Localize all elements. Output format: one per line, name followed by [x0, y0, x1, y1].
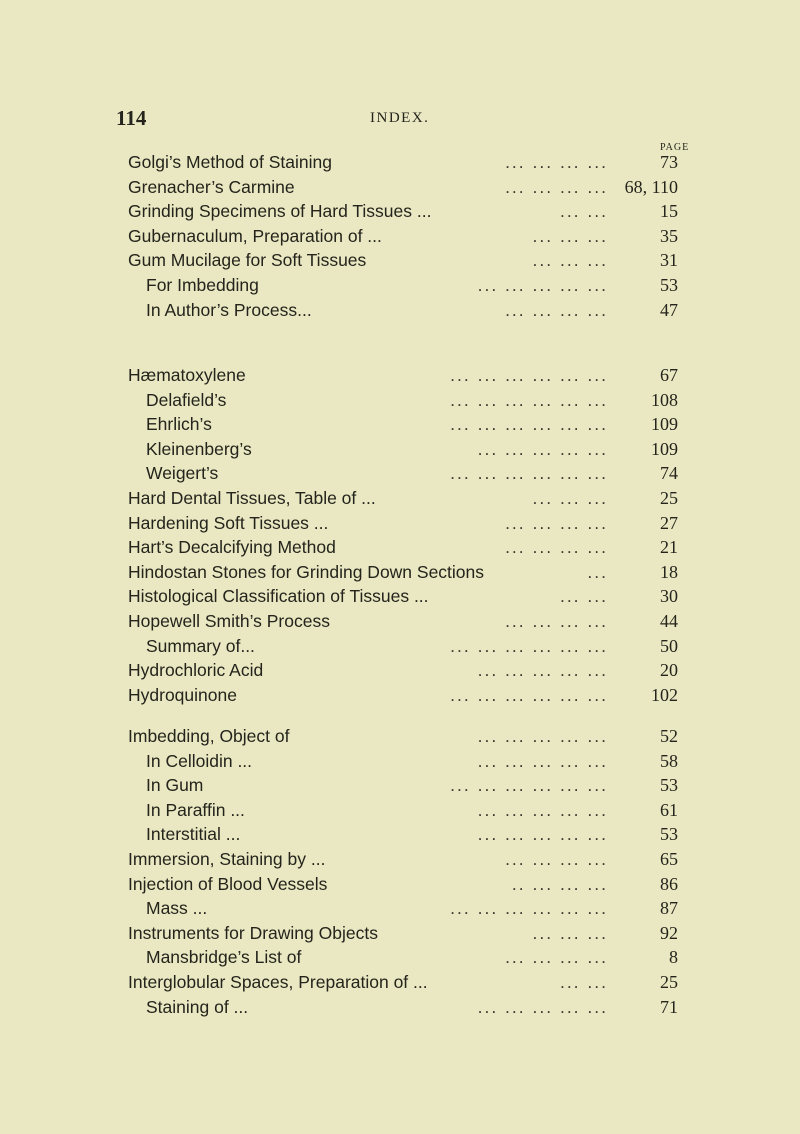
- leader-dots: ... ... ... ...: [505, 176, 608, 197]
- index-entry: [128, 437, 678, 462]
- entry-term: Immersion, Staining by ...: [128, 848, 326, 869]
- entry-page-number: 25: [660, 487, 678, 508]
- entry-page-number: 25: [660, 971, 678, 992]
- entry-term: In Author’s Process...: [146, 299, 312, 320]
- entry-term: Grinding Specimens of Hard Tissues ...: [128, 201, 432, 222]
- index-entry: [128, 486, 678, 511]
- entry-term: Hardening Soft Tissues ...: [128, 512, 329, 533]
- leader-dots: ... ... ...: [532, 487, 608, 508]
- entry-page-number: 50: [660, 635, 678, 656]
- entry-term: Interstitial ...: [146, 824, 241, 845]
- index-entry: [128, 298, 678, 323]
- entry-term: Hindostan Stones for Grinding Down Sections: [128, 561, 485, 582]
- entry-page-number: 109: [651, 414, 678, 435]
- entry-page-number: 47: [660, 299, 678, 320]
- leader-dots: ... ... ... ... ...: [477, 726, 608, 746]
- leader-dots: ... ... ... ...: [505, 848, 608, 869]
- index-entry: [128, 896, 678, 921]
- entry-term: Kleinenberg’s: [146, 438, 252, 459]
- entry-page-number: 53: [660, 274, 678, 295]
- index-entry: [128, 970, 678, 995]
- entry-term: Hart’s Decalcifying Method: [128, 537, 336, 558]
- entry-page-number: 108: [651, 389, 678, 410]
- index-section-g: [128, 150, 678, 322]
- leader-dots: ... ... ... ... ...: [477, 274, 608, 295]
- entry-page-number: 67: [660, 365, 678, 385]
- leader-dots: ... ... ... ... ... ...: [450, 414, 608, 435]
- leader-dots: ... ... ... ... ...: [477, 996, 608, 1017]
- running-title: INDEX.: [370, 110, 430, 126]
- index-entry: [128, 798, 678, 823]
- leader-dots: ... ... ...: [532, 225, 608, 246]
- entry-page-number: 30: [660, 586, 678, 607]
- index-entry: [128, 150, 678, 175]
- entry-term: In Gum: [146, 775, 204, 796]
- index-entry: [128, 511, 678, 536]
- index-entry: [128, 388, 678, 413]
- entry-page-number: 65: [660, 848, 678, 869]
- entry-page-number: 15: [660, 201, 678, 222]
- index-entry: [128, 773, 678, 798]
- entry-page-number: 102: [651, 684, 678, 705]
- index-entry: [128, 921, 678, 946]
- leader-dots: ...: [587, 561, 608, 582]
- entry-page-number: 53: [660, 775, 678, 796]
- entry-page-number: 52: [660, 726, 678, 746]
- entry-term: Imbedding, Object of: [128, 726, 290, 746]
- entry-term: Summary of...: [146, 635, 255, 656]
- index-entry: [128, 224, 678, 249]
- leader-dots: ... ... ... ...: [505, 152, 608, 172]
- entry-page-number: 35: [660, 225, 678, 246]
- entry-term: Mass ...: [146, 898, 208, 919]
- entry-term: Staining of ...: [146, 996, 249, 1017]
- entry-page-number: 8: [669, 947, 678, 968]
- leader-dots: ... ... ... ...: [505, 610, 608, 631]
- entry-term: Hydroquinone: [128, 684, 237, 705]
- page-number: 114: [116, 106, 147, 130]
- index-entry: [128, 412, 678, 437]
- entry-page-number: 68, 110: [624, 176, 678, 197]
- index-entry: [128, 175, 678, 200]
- leader-dots: ... ... ... ...: [505, 299, 608, 320]
- entry-page-number: 58: [660, 750, 678, 771]
- entry-term: Delafield’s: [146, 389, 227, 410]
- entry-page-number: 21: [660, 537, 678, 558]
- index-entry: [128, 683, 678, 708]
- index-entry: [128, 749, 678, 774]
- index-entry: [128, 609, 678, 634]
- entry-page-number: 18: [660, 561, 678, 582]
- index-entry: [128, 273, 678, 298]
- entry-page-number: 71: [660, 996, 678, 1017]
- index-entry: [128, 724, 678, 749]
- leader-dots: ... ... ... ... ... ...: [450, 389, 608, 410]
- index-entry: [128, 363, 678, 388]
- leader-dots: ... ...: [559, 201, 608, 222]
- leader-dots: ... ... ... ...: [505, 947, 608, 968]
- page-column-label: PAGE: [660, 142, 690, 153]
- entry-term: Ehrlich’s: [146, 414, 212, 435]
- entry-page-number: 86: [660, 873, 678, 894]
- entry-page-number: 109: [651, 438, 678, 459]
- leader-dots: ... ... ... ...: [505, 512, 608, 533]
- leader-dots: ... ... ... ... ...: [477, 750, 608, 771]
- leader-dots: ... ...: [559, 971, 608, 992]
- entry-term: Gubernaculum, Preparation of ...: [128, 225, 382, 246]
- index-entry: [128, 658, 678, 683]
- entry-term: Golgi’s Method of Staining: [128, 152, 332, 172]
- entry-page-number: 92: [660, 922, 678, 943]
- index-entry: [128, 248, 678, 273]
- index-section-i: [128, 724, 678, 1019]
- entry-term: Grenacher’s Carmine: [128, 176, 295, 197]
- entry-term: For Imbedding: [146, 274, 259, 295]
- leader-dots: ... ... ... ... ... ...: [450, 365, 608, 385]
- entry-term: Hard Dental Tissues, Table of ...: [128, 487, 376, 508]
- entry-term: Hopewell Smith’s Process: [128, 610, 330, 631]
- leader-dots: ... ... ...: [532, 922, 608, 943]
- index-entry: [128, 822, 678, 847]
- leader-dots: ... ... ... ... ... ...: [450, 463, 608, 484]
- leader-dots: ... ... ... ...: [505, 537, 608, 558]
- index-entry: [128, 461, 678, 486]
- leader-dots: ... ... ... ... ...: [477, 660, 608, 681]
- index-entry: [128, 199, 678, 224]
- index-entry: [128, 634, 678, 659]
- leader-dots: .. ... ... ...: [511, 873, 608, 894]
- entry-page-number: 44: [660, 610, 678, 631]
- entry-page-number: 73: [660, 152, 678, 172]
- entry-page-number: 20: [660, 660, 678, 681]
- entry-term: Hydrochloric Acid: [128, 660, 264, 681]
- entry-term: Histological Classification of Tissues ...: [128, 586, 429, 607]
- entry-term: Instruments for Drawing Objects: [128, 922, 378, 943]
- entry-page-number: 53: [660, 824, 678, 845]
- entry-term: In Paraffin ...: [146, 799, 245, 820]
- entry-term: Hæmatoxylene: [128, 365, 246, 385]
- index-entry: [128, 535, 678, 560]
- leader-dots: ... ... ... ... ... ...: [450, 898, 608, 919]
- leader-dots: ... ... ... ... ...: [477, 824, 608, 845]
- leader-dots: ... ... ... ... ...: [477, 799, 608, 820]
- entry-page-number: 31: [660, 250, 678, 271]
- leader-dots: ... ... ...: [532, 250, 608, 271]
- entry-page-number: 87: [660, 898, 678, 919]
- leader-dots: ... ... ... ... ... ...: [450, 775, 608, 796]
- index-entry: [128, 560, 678, 585]
- page-header: [0, 106, 800, 132]
- index-entry: [128, 847, 678, 872]
- entry-page-number: 74: [660, 463, 678, 484]
- leader-dots: ... ... ... ... ...: [477, 438, 608, 459]
- index-entry: [128, 872, 678, 897]
- index-entry: [128, 945, 678, 970]
- entry-term: In Celloidin ...: [146, 750, 253, 771]
- entry-term: Mansbridge’s List of: [146, 947, 302, 968]
- entry-page-number: 27: [660, 512, 678, 533]
- leader-dots: ... ... ... ... ... ...: [450, 684, 608, 705]
- entry-term: Gum Mucilage for Soft Tissues: [128, 250, 367, 271]
- entry-term: Weigert’s: [146, 463, 219, 484]
- index-section-h: [128, 363, 678, 707]
- index-entry: [128, 995, 678, 1020]
- leader-dots: ... ... ... ... ... ...: [450, 635, 608, 656]
- entry-term: Interglobular Spaces, Preparation of ...: [128, 971, 428, 992]
- entry-page-number: 61: [660, 799, 678, 820]
- index-entry: [128, 584, 678, 609]
- leader-dots: ... ...: [559, 586, 608, 607]
- entry-term: Injection of Blood Vessels: [128, 873, 328, 894]
